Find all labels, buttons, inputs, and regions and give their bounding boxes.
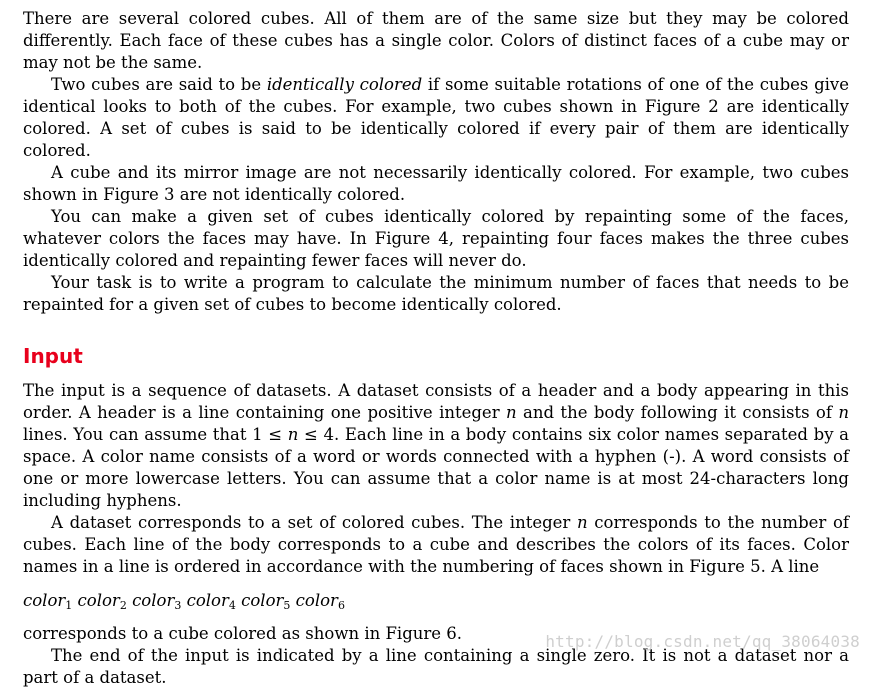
input-p1-a: The input is a sequence of datasets. A dataset consists of a header and a body appearing in this order. A header is a line containing one positive integer bbox=[23, 381, 849, 422]
input-p2-b: corresponds to the number of cubes. Each line of the body corresponds to a cube and describes the colors of its faces. Color names in a line is ordered in accordance with the numbering of faces shown in Figure 5. A line bbox=[23, 513, 849, 576]
formula-word: color bbox=[132, 591, 175, 610]
formula-term-6 bbox=[296, 591, 345, 610]
input-heading: Input bbox=[23, 344, 83, 368]
color-line-formula bbox=[23, 590, 849, 612]
input-paragraph-1 bbox=[23, 380, 849, 512]
formula-term-2 bbox=[78, 591, 127, 610]
formula-index: 5 bbox=[283, 599, 291, 612]
problem-statement bbox=[23, 8, 849, 689]
input-paragraph-4: The end of the input is indicated by a line containing a single zero. It is not a dataset nor a part of a dataset. bbox=[23, 646, 849, 687]
formula-index: 1 bbox=[65, 599, 73, 612]
input-paragraph-3: corresponds to a cube colored as shown in Figure 6. bbox=[23, 624, 463, 643]
description-paragraph-2 bbox=[23, 74, 849, 162]
p2-emphasis: identically colored bbox=[266, 75, 423, 94]
input-paragraph-2 bbox=[23, 512, 849, 578]
description-paragraph-5: Your task is to write a program to calculate the minimum number of faces that needs to be repainted for a given set of cubes to become identically colored. bbox=[23, 273, 849, 314]
formula-term-1 bbox=[23, 591, 72, 610]
watermark-url: http://blog.csdn.net/qq_38064038 bbox=[545, 632, 860, 651]
p2-text-before: Two cubes are said to be bbox=[51, 75, 267, 94]
input-p2-a: A dataset corresponds to a set of colored cubes. The integer bbox=[51, 513, 577, 532]
input-p1-c: lines. You can assume that 1 ≤ bbox=[23, 425, 288, 444]
formula-term-3 bbox=[132, 591, 181, 610]
formula-index: 4 bbox=[228, 599, 236, 612]
math-n: n bbox=[838, 403, 849, 422]
formula-term-5 bbox=[241, 591, 290, 610]
description-section bbox=[23, 8, 849, 316]
formula-word: color bbox=[77, 591, 120, 610]
formula-index: 3 bbox=[174, 599, 182, 612]
formula-index: 6 bbox=[337, 599, 345, 612]
math-n: n bbox=[505, 403, 517, 422]
formula-word: color bbox=[23, 591, 66, 610]
formula-term-4 bbox=[187, 591, 236, 610]
formula-word: color bbox=[241, 591, 284, 610]
formula-index: 2 bbox=[119, 599, 127, 612]
description-paragraph-1: There are several colored cubes. All of them are of the same size but they may be colored differently. Each face of these cubes has a single color. Colors of distinct faces of a cube may or may not be the same. bbox=[23, 9, 849, 72]
input-p1-d: ≤ 4. Each line in a body contains six color names separated by a space. A color name consists of a word or words connected with a hyphen (-). A word consists of one or more lowercase letters. You can assume that a color name is at most 24-characters long including hyphens. bbox=[23, 425, 849, 510]
input-p1-b: and the body following it consists of bbox=[516, 403, 839, 422]
description-paragraph-3: A cube and its mirror image are not necessarily identically colored. For example, two cubes shown in Figure 3 are not identically colored. bbox=[23, 163, 849, 204]
math-n: n bbox=[576, 513, 588, 532]
formula-word: color bbox=[295, 591, 338, 610]
math-n: n bbox=[287, 425, 299, 444]
formula-word: color bbox=[186, 591, 229, 610]
description-paragraph-4: You can make a given set of cubes identically colored by repainting some of the faces, whatever colors the faces may have. In Figure 4, repainting four faces makes the three cubes identically colored and repainting fewer faces will never do. bbox=[23, 207, 849, 270]
p2-text-after: if some suitable rotations of one of the cubes give identical looks to both of the cubes. For example, two cubes shown in Figure 2 are identically colored. A set of cubes is said to be identically colored if every pair of them are identically colored. bbox=[23, 75, 849, 160]
